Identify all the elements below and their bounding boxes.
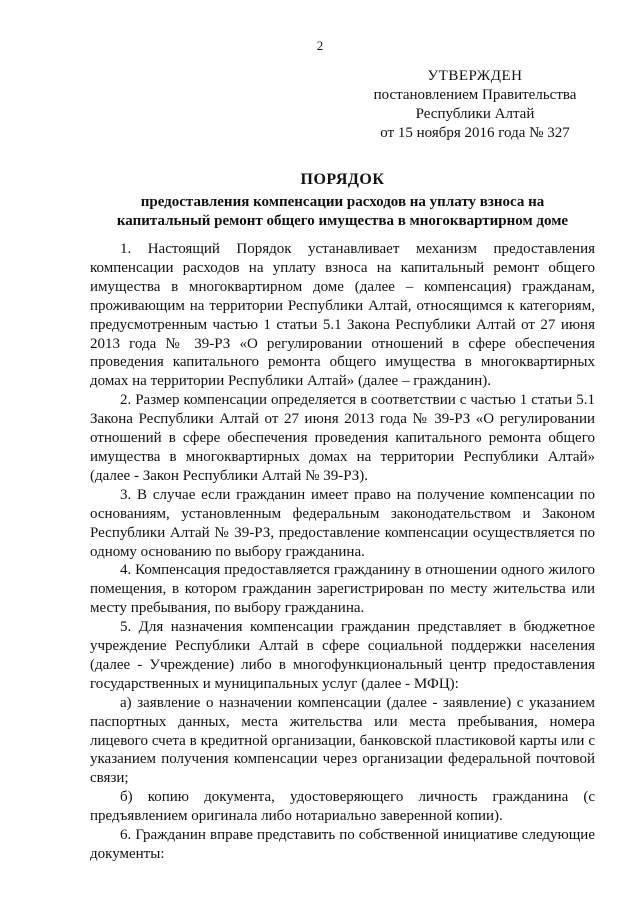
title-subtitle: предоставления компенсации расходов на уплату взноса на [140, 194, 545, 210]
approval-title: УТВЕРЖДЕН [427, 68, 523, 84]
paragraph: а) заявление о назначении компенсации (далее - заявление) с указанием паспортных данных, места жительства или места пребывания, номера лицевого счета в кредитной организации, банковской пластиковой карты или с указанием получения компенсации через организации федеральной почтовой связи; [90, 694, 595, 787]
paragraph: б) копию документа, удостоверяющего личность гражданина (с предъявлением оригинала либо нотариально заверенной копии). [90, 789, 595, 825]
paragraph: 2. Размер компенсации определяется в соответствии с частью 1 статьи 5.1 Закона Республики Алтай от 27 июня 2013 года № 39-РЗ «О регулировании отношений в сфере обеспечения проведения капитального ремонта общего имущества в многоквартирных домах на территории Республики Алтай» (далее - Закон Республики Алтай № 39-РЗ). [90, 392, 595, 484]
approval-block [355, 67, 595, 143]
document-body [90, 240, 595, 864]
page-number: 2 [316, 38, 324, 53]
paragraph: 5. Для назначения компенсации гражданин представляет в бюджетное учреждение Республики Алтай в сфере социальной поддержки населения (далее - Учреждение) либо в многофункциональный центр предоставления государственных и муниципальных услуг (далее - МФЦ): [90, 619, 595, 692]
approval-date: от 15 ноября 2016 года № 327 [380, 125, 570, 141]
title-subtitle: капитальный ремонт общего имущества в многоквартирном доме [116, 213, 569, 229]
paragraph: 1. Настоящий Порядок устанавливает механизм предоставления компенсации расходов на уплату взноса на капитальный ремонт общего имущества в многоквартирном доме (далее – компенсация) гражданам, проживающим на территории Республики Алтай, относящимся к категориям, предусмотренным частью 1 статьи 5.1 Закона Республики Алтай от 27 июня 2013 года № 39-РЗ «О регулировании отношений в сфере обеспечения проведения капитального ремонта общего имущества в многоквартирных домах на территории Республики Алтай» (далее – гражданин). [90, 241, 595, 390]
paragraph: 4. Компенсация предоставляется гражданину в отношении одного жилого помещения, в котором гражданин зарегистрирован по месту жительства или месту пребывания, по выбору гражданина. [90, 562, 595, 617]
approval-line: Республики Алтай [415, 106, 535, 122]
paragraph: 6. Гражданин вправе представить по собственной инициативе следующие документы: [90, 827, 595, 862]
paragraph: 3. В случае если гражданин имеет право на получение компенсации по основаниям, установленным федеральным законодательством и Законом Республики Алтай № 39-РЗ, предоставление компенсации осуществляется по одному основанию по выбору гражданина. [90, 486, 595, 560]
document-title [90, 170, 595, 231]
title-main: ПОРЯДОК [300, 171, 385, 188]
approval-line: постановлением Правительства [373, 87, 577, 103]
